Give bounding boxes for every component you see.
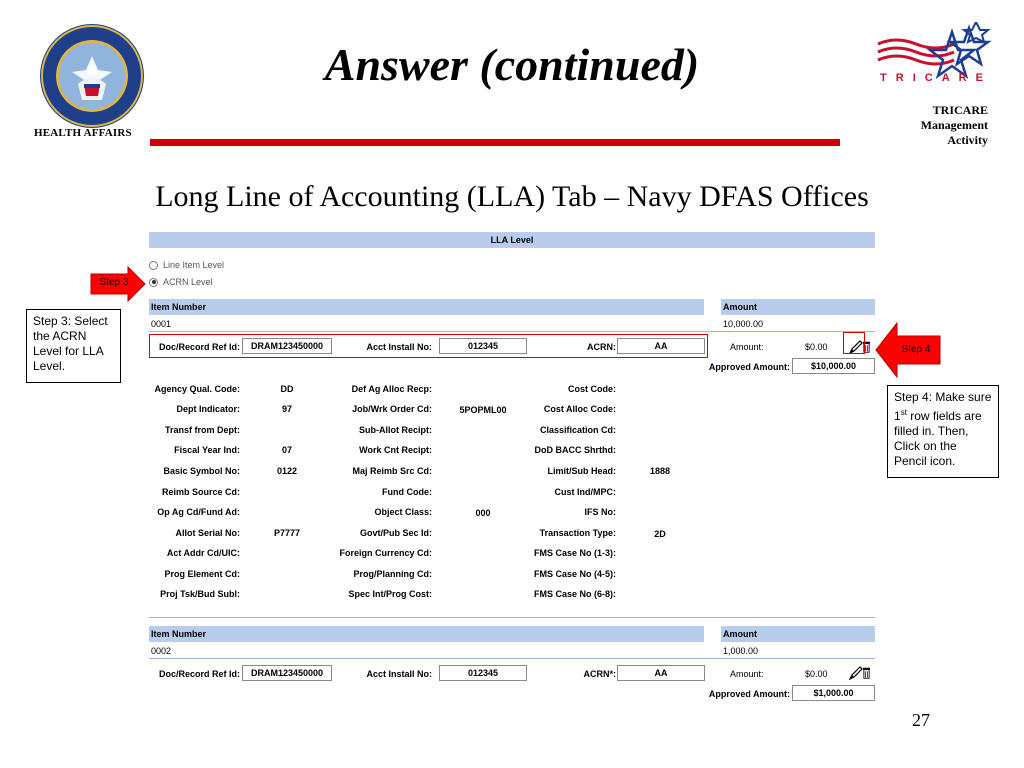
field-value: P7777 [273, 528, 301, 538]
field-label: DoD BACC Shrthd: [534, 445, 616, 455]
field-label: IFS No: [584, 507, 616, 517]
item-number-value: 0001 [151, 319, 172, 329]
field-value: 0122 [276, 466, 298, 476]
field-label: Limit/Sub Head: [547, 466, 616, 476]
field-label: Sub-Allot Recipt: [359, 425, 432, 435]
field-label: Def Ag Alloc Recp: [351, 384, 432, 394]
approved-amount-label: Approved Amount: [708, 689, 790, 699]
page-number: 27 [912, 710, 930, 730]
approved-amount-field: $10,000.00 [792, 358, 875, 374]
approved-amount-label: Approved Amount: [708, 362, 790, 372]
lla-level-title: LLA Level [490, 235, 534, 245]
acrn-label: ACRN*: [583, 669, 616, 679]
field-label: Object Class: [374, 507, 432, 517]
doc-record-ref-label: Doc/Record Ref Id: [158, 669, 240, 679]
field-label: Cost Code: [568, 384, 616, 394]
field-label: Basic Symbol No: [163, 466, 240, 476]
field-value: 07 [281, 445, 292, 455]
field-label: FMS Case No (4-5): [533, 569, 616, 579]
radio-line-item-level[interactable] [149, 260, 224, 270]
trash-icon[interactable] [863, 666, 870, 680]
step3-callout: Step 3: Select the ACRN Level for LLA Level. [26, 309, 121, 383]
amount-label: Amount: [730, 342, 764, 352]
radio-label: ACRN Level [163, 277, 213, 287]
step4-text-part1: Step 4: Make sure 1 [894, 390, 992, 423]
field-value: 000 [475, 508, 491, 518]
field-label: Classification Cd: [539, 425, 616, 435]
title-divider [150, 139, 840, 146]
acct-install-field[interactable]: 012345 [439, 338, 527, 354]
slide-title: Answer (continued) [324, 39, 700, 90]
radio-button-selected[interactable] [149, 278, 158, 287]
item-amount-value: 10,000.00 [723, 319, 764, 329]
field-label: Prog/Planning Cd: [353, 569, 432, 579]
item-amount-value: 1,000.00 [723, 646, 759, 656]
item-number-header [149, 626, 704, 642]
field-value: 97 [281, 404, 292, 414]
field-label: Work Cnt Recipt: [359, 445, 432, 455]
health-affairs-caption: HEALTH AFFAIRS [34, 127, 132, 139]
tricare-wordmark: TRICARE [880, 72, 992, 84]
field-label: Allot Serial No: [175, 528, 240, 538]
doc-record-ref-label: Doc/Record Ref Id: [158, 342, 240, 352]
field-label: Op Ag Cd/Fund Ad: [157, 507, 240, 517]
amount-value: $0.00 [805, 342, 828, 352]
field-label: Transf from Dept: [164, 425, 240, 435]
field-label: Spec Int/Prog Cost: [348, 589, 432, 599]
field-label: Act Addr Cd/UIC: [166, 548, 240, 558]
acct-install-label: Acct Install No: [366, 669, 432, 679]
amount-header-label: Amount [723, 629, 757, 639]
tricare-management-caption [921, 103, 988, 148]
field-label: Govt/Pub Sec Id: [359, 528, 432, 538]
field-label: Fund Code: [382, 487, 432, 497]
item-number-header-label: Item Number [151, 629, 207, 639]
field-label: Dept Indicator: [176, 404, 240, 414]
step4-text-sup: st [900, 408, 907, 417]
tricare-caption-line: TRICARE [932, 103, 988, 117]
field-value: 1888 [649, 466, 671, 476]
field-label: Job/Wrk Order Cd: [352, 404, 432, 414]
field-label: Reimb Source Cd: [161, 487, 240, 497]
approved-amount-field: $1,000.00 [792, 685, 875, 701]
tricare-caption-line: Management [920, 118, 988, 132]
step3-arrow-label: Step 3 [99, 277, 129, 288]
field-label: Proj Tsk/Bud Subl: [160, 589, 240, 599]
radio-acrn-level[interactable] [149, 277, 213, 287]
field-label: Cust Ind/MPC: [554, 487, 616, 497]
amount-label: Amount: [730, 669, 764, 679]
amount-header-label: Amount [723, 302, 757, 312]
step4-arrow-label: Step 4 [901, 344, 931, 355]
field-label: Foreign Currency Cd: [339, 548, 432, 558]
doc-record-ref-field[interactable]: DRAM123450000 [242, 665, 332, 681]
item-number-header [149, 299, 704, 315]
section-divider [149, 617, 875, 618]
field-label: Prog Element Cd: [164, 569, 240, 579]
acrn-label: ACRN: [587, 342, 616, 352]
field-label: FMS Case No (6-8): [533, 589, 616, 599]
field-value: 2D [654, 529, 666, 539]
radio-label: Line Item Level [163, 260, 225, 270]
item-number-header-label: Item Number [151, 302, 207, 312]
field-value: DD [280, 384, 294, 394]
pencil-highlight-outline [843, 332, 865, 354]
row-divider [149, 331, 875, 332]
acrn-field[interactable]: AA [617, 665, 705, 681]
item-number-value: 0002 [151, 646, 172, 656]
row-highlight-outline [149, 334, 708, 358]
tricare-caption-line: Activity [947, 133, 988, 147]
radio-button[interactable] [149, 261, 158, 270]
doc-record-ref-field[interactable]: DRAM123450000 [242, 338, 332, 354]
slide-subtitle: Long Line of Accounting (LLA) Tab – Navy DFAS Offices [155, 180, 869, 213]
acct-install-label: Acct Install No: [366, 342, 432, 352]
field-value: 5POPML00 [459, 405, 507, 415]
acct-install-field[interactable]: 012345 [439, 665, 527, 681]
field-label: Maj Reimb Src Cd: [352, 466, 432, 476]
acrn-field[interactable]: AA [617, 338, 705, 354]
field-label: Agency Qual. Code: [154, 384, 240, 394]
step4-text-part2: row fields are filled in. Then, Click on the Pencil icon. [894, 409, 982, 468]
field-label: Transaction Type: [539, 528, 616, 538]
amount-value: $0.00 [805, 669, 828, 679]
row-divider [149, 658, 875, 659]
field-label: Cost Alloc Code: [543, 404, 616, 414]
step4-callout [887, 385, 999, 478]
field-label: Fiscal Year Ind: [174, 445, 240, 455]
field-label: FMS Case No (1-3): [533, 548, 616, 558]
